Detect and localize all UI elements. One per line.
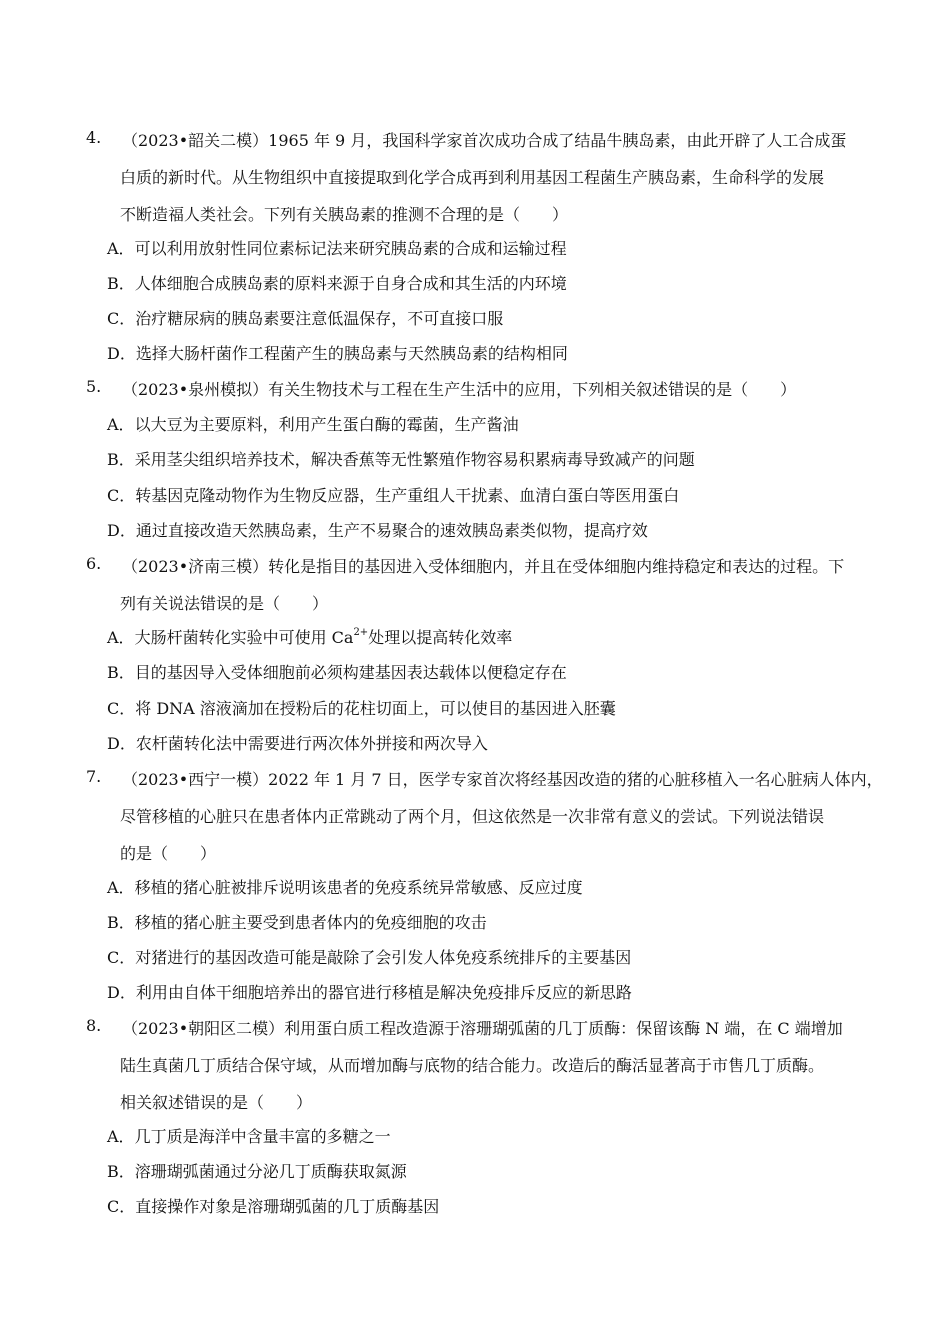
question-stem-line: （2023•朝阳区二模）利用蛋白质工程改造源于溶珊瑚弧菌的几丁质酶：保留该酶 N 端，在 C 端增加 bbox=[122, 1019, 843, 1038]
option-c: C．治疗糖尿病的胰岛素要注意低温保存，不可直接口服 bbox=[107, 309, 504, 328]
question-stem-line: （2023•西宁一模）2022 年 1 月 7 日，医学专家首次将经基因改造的猪的心脏移植入一名心脏病人体内， bbox=[122, 770, 883, 789]
question-stem-line: （2023•济南三模）转化是指目的基因进入受体细胞内，并且在受体细胞内维持稳定和表达的过程。下 bbox=[122, 557, 845, 576]
question-stem-line: （2023•泉州模拟）有关生物技术与工程在生产生活中的应用，下列相关叙述错误的是（ ） bbox=[122, 380, 797, 399]
question-stem-line: 尽管移植的心脏只在患者体内正常跳动了两个月，但这依然是一次非常有意义的尝试。下列说法错误 bbox=[120, 807, 825, 826]
question-stem-line: 陆生真菌几丁质结合保守域，从而增加酶与底物的结合能力。改造后的酶活显著高于市售几丁质酶。 bbox=[120, 1056, 825, 1075]
option-b: B．目的基因导入受体细胞前必须构建基因表达载体以便稳定存在 bbox=[107, 663, 567, 682]
question-stem-line: 相关叙述错误的是（ ） bbox=[120, 1093, 313, 1112]
question-number: 5. bbox=[86, 377, 102, 396]
option-a: A．移植的猪心脏被排斥说明该患者的免疫系统异常敏感、反应过度 bbox=[107, 878, 583, 897]
option-c: C．对猪进行的基因改造可能是敲除了会引发人体免疫系统排斥的主要基因 bbox=[107, 948, 632, 967]
option-a: A．可以利用放射性同位素标记法来研究胰岛素的合成和运输过程 bbox=[107, 239, 567, 258]
question-stem-line: 白质的新时代。从生物组织中直接提取到化学合成再到利用基因工程菌生产胰岛素，生命科学的发展 bbox=[120, 168, 825, 187]
superscript: 2+ bbox=[353, 626, 369, 638]
option-b: B．人体细胞合成胰岛素的原料来源于自身合成和其生活的内环境 bbox=[107, 274, 567, 293]
question-number: 6. bbox=[86, 554, 102, 573]
question-stem-line: 不断造福人类社会。下列有关胰岛素的推测不合理的是（ ） bbox=[120, 205, 569, 224]
option-a: A．以大豆为主要原料，利用产生蛋白酶的霉菌，生产酱油 bbox=[107, 415, 519, 434]
option-c: C．将 DNA 溶液滴加在授粉后的花柱切面上，可以使目的基因进入胚囊 bbox=[107, 699, 616, 718]
question-stem-line: （2023•韶关二模）1965 年 9 月，我国科学家首次成功合成了结晶牛胰岛素，由此开辟了人工合成蛋 bbox=[122, 131, 847, 150]
question-stem-line: 列有关说法错误的是（ ） bbox=[120, 594, 329, 613]
question-number: 4. bbox=[86, 128, 102, 147]
option-b: B．溶珊瑚弧菌通过分泌几丁质酶获取氮源 bbox=[107, 1162, 407, 1181]
option-c: C．转基因克隆动物作为生物反应器，生产重组人干扰素、血清白蛋白等医用蛋白 bbox=[107, 486, 680, 505]
option-a: A．大肠杆菌转化实验中可使用 $Ca^{2+}$处理以提高转化效率 bbox=[107, 626, 513, 647]
option-d: D．通过直接改造天然胰岛素，生产不易聚合的速效胰岛素类似物，提高疗效 bbox=[107, 521, 648, 540]
option-d: D．利用由自体干细胞培养出的器官进行移植是解决免疫排斥反应的新思路 bbox=[107, 983, 632, 1002]
option-b: B．移植的猪心脏主要受到患者体内的免疫细胞的攻击 bbox=[107, 913, 487, 932]
option-d: D．农杆菌转化法中需要进行两次体外拼接和两次导入 bbox=[107, 734, 488, 753]
question-stem-line: 的是（ ） bbox=[120, 844, 217, 863]
option-c: C．直接操作对象是溶珊瑚弧菌的几丁质酶基因 bbox=[107, 1197, 440, 1216]
question-number: 8. bbox=[86, 1016, 102, 1035]
option-a: A．几丁质是海洋中含量丰富的多糖之一 bbox=[107, 1127, 391, 1146]
option-b: B．采用茎尖组织培养技术，解决香蕉等无性繁殖作物容易积累病毒导致减产的问题 bbox=[107, 450, 695, 469]
question-number: 7. bbox=[86, 767, 102, 786]
option-d: D．选择大肠杆菌作工程菌产生的胰岛素与天然胰岛素的结构相同 bbox=[107, 344, 568, 363]
